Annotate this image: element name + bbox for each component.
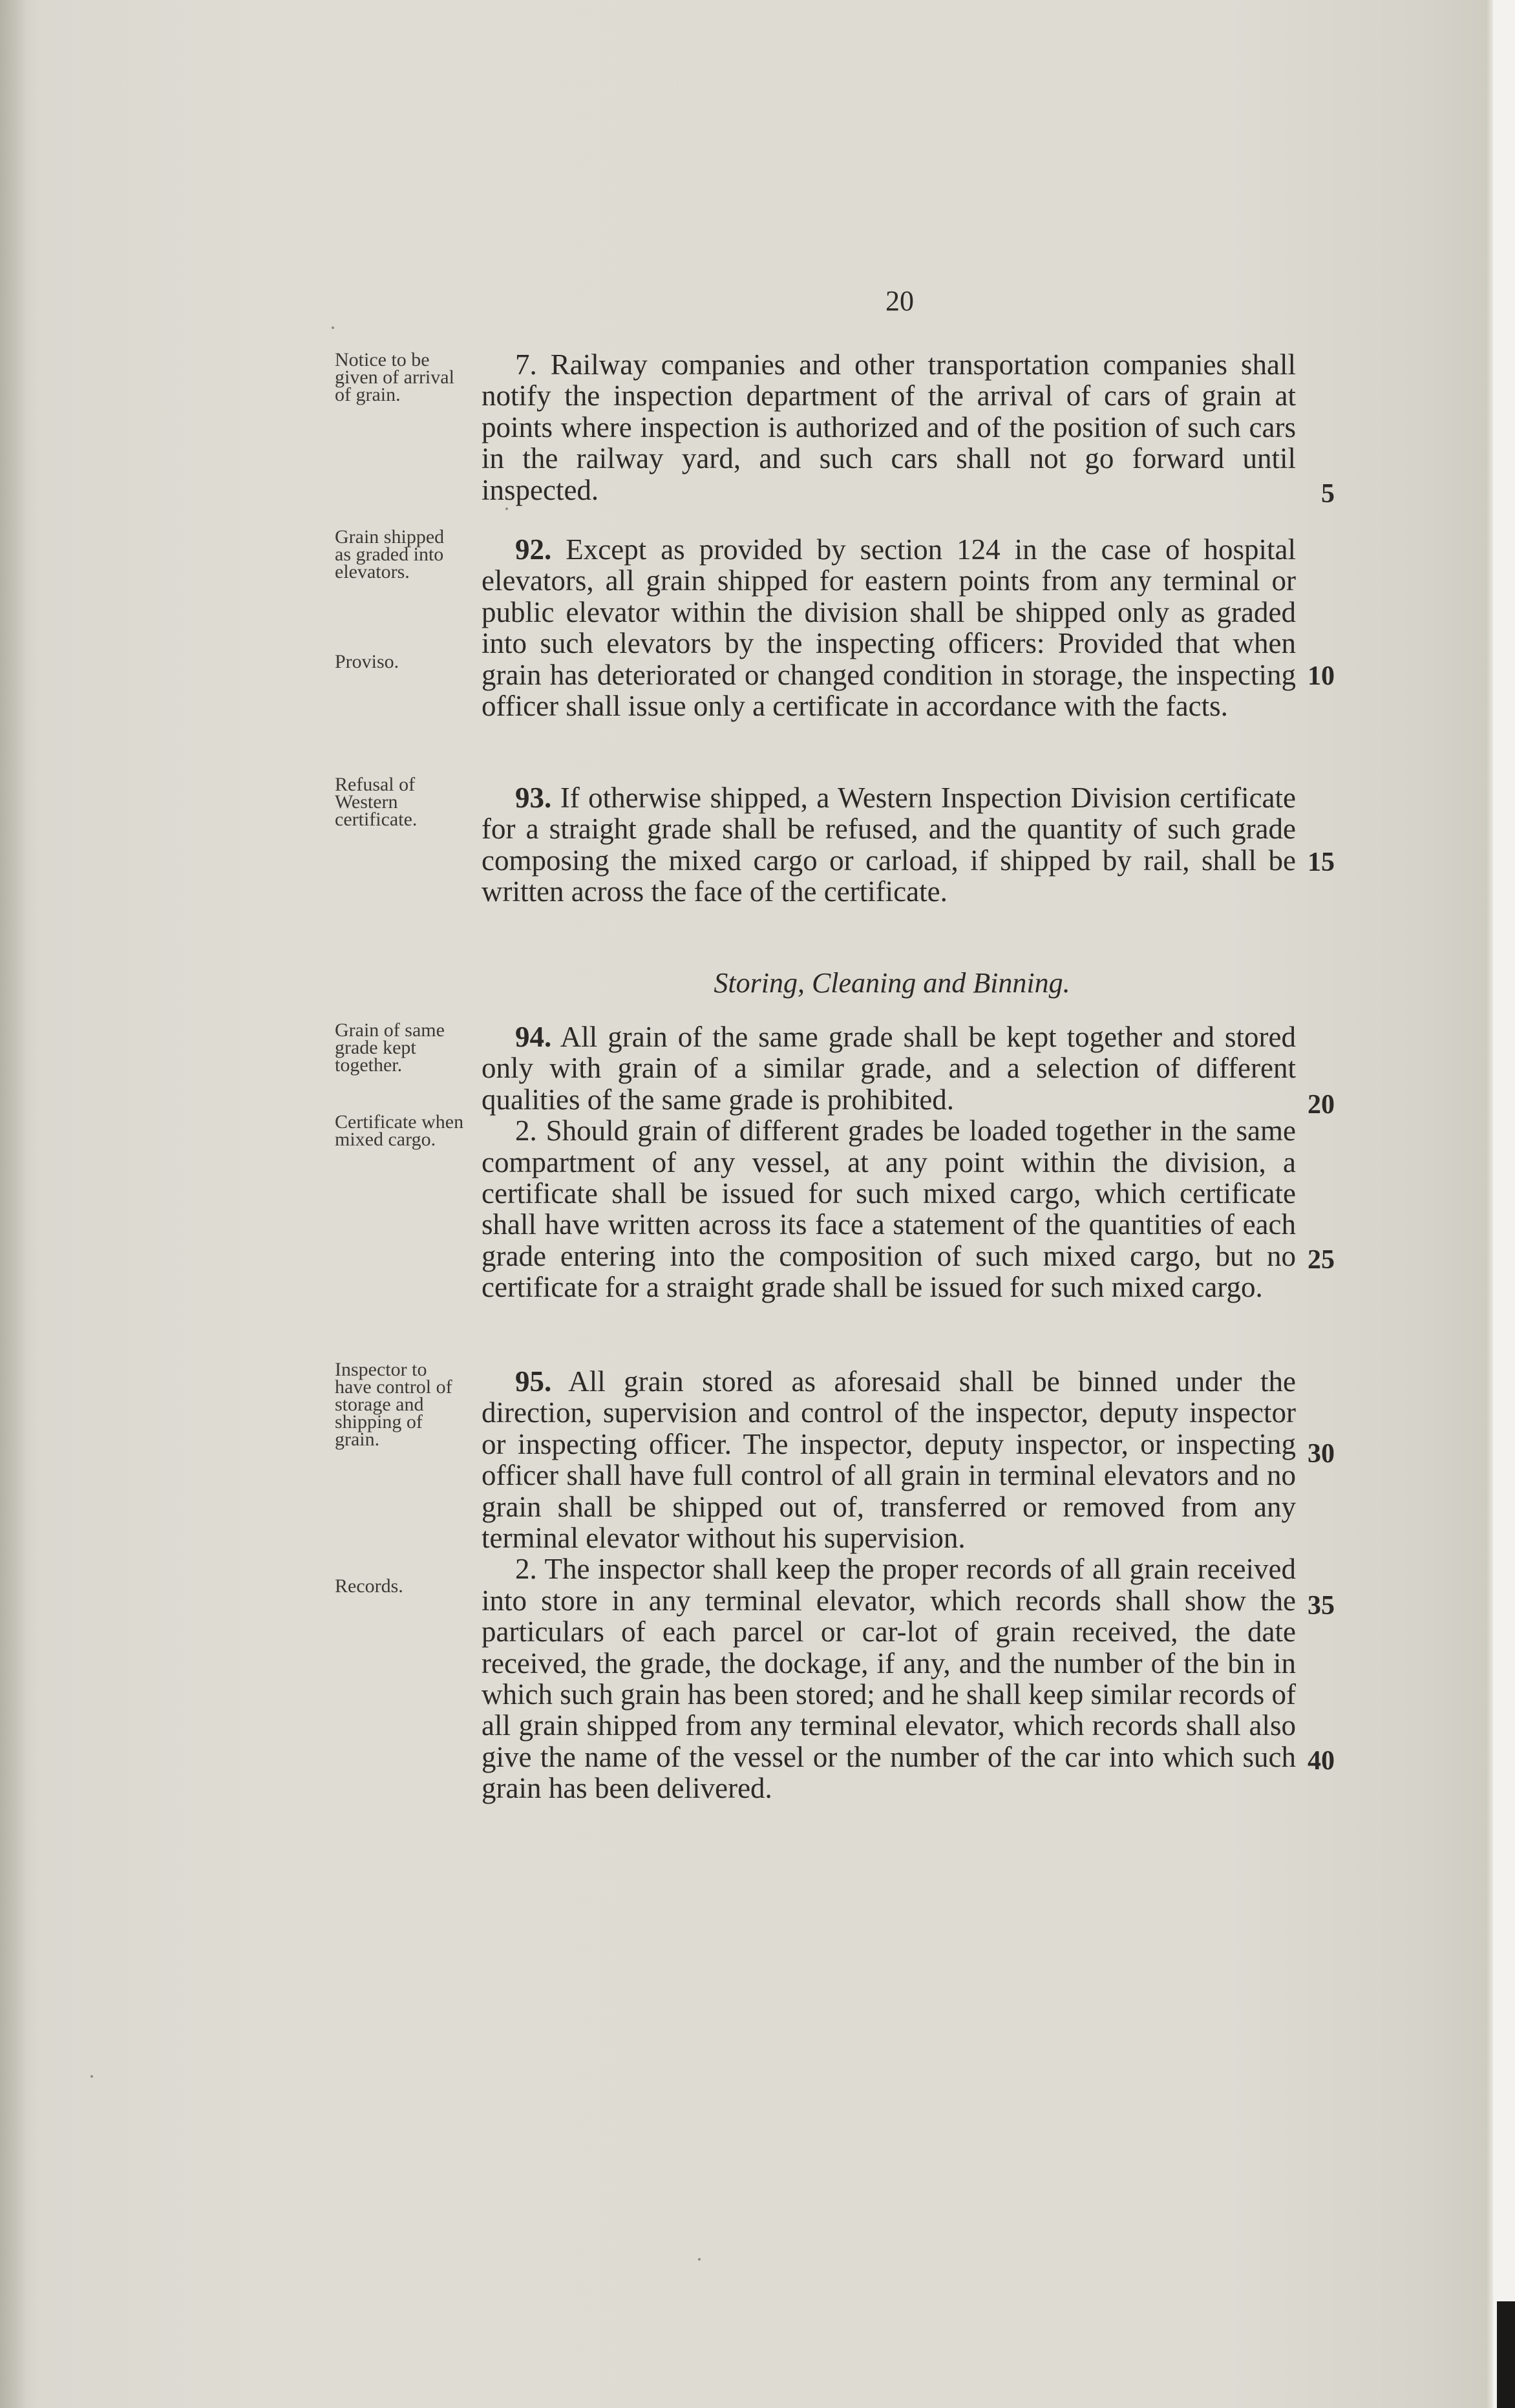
section-93: [482, 782, 1296, 908]
line-number: 35: [1308, 1591, 1335, 1621]
gutter-shadow: [0, 0, 26, 2408]
section-number: 92.: [515, 533, 552, 566]
section-text: If otherwise shipped, a Western Inspection Division certificate for a straight grade shall be refused, and the quantity of such grade composing the mixed cargo or carload, if shipped by rail, shall be written across the face of the certificate.: [482, 782, 1296, 908]
speck: [698, 2258, 701, 2261]
section-text: All grain of the same grade shall be kept together and stored only with grain of a similar grade, and a selection of different qualities of the same grade is prohibited.: [482, 1021, 1296, 1116]
scan-border: [1497, 2301, 1515, 2408]
margin-note-notice: Notice to be given of arrival of grain.: [335, 349, 454, 405]
margin-note-refusal: Refusal of Western certificate.: [335, 774, 418, 830]
page-edge: [1493, 0, 1515, 2408]
line-number: 40: [1308, 1746, 1335, 1776]
line-number: 20: [1308, 1090, 1335, 1120]
paragraph: [482, 534, 1296, 721]
line-number: 30: [1308, 1439, 1335, 1469]
section-text: Except as provided by section 124 in the case of hospital elevators, all grain shipped for eastern points from any terminal or public elevator within the division shall be shipped only as graded into such elevators by the inspecting officers: Provided that when grain has deteriorated or changed condition in storage, the inspecting officer shall issue only a certificate in accordance with the facts.: [482, 533, 1297, 723]
line-number: 10: [1308, 661, 1335, 691]
speck: [332, 326, 334, 329]
section-95: [482, 1366, 1296, 1804]
section-number: 95.: [515, 1365, 552, 1398]
paragraph: 2. Should grain of different grades be loaded together in the same compartment of any vessel, at any point within the division, a certificate shall be issued for such mixed cargo, which certificate shall have written across its face a statement of the quantities of each grade entering into the composition of such mixed cargo, but no certificate for a straight grade shall be issued for such mixed cargo.: [482, 1114, 1296, 1304]
margin-note-same-grade: Grain of same grade kept together.: [335, 1019, 445, 1076]
margin-note-grain-shipped: Grain shipped as graded into elevators.: [335, 526, 445, 582]
margin-note-mixed-cargo: Certificate when mixed cargo.: [335, 1111, 464, 1150]
paragraph: 7. Railway companies and other transportation companies shall notify the inspection department of the arrival of cars of grain at points where inspection is authorized and of the position of such cars in the railway yard, and such cars shall not go forward until inspected.: [482, 348, 1296, 506]
line-number: 5: [1321, 479, 1335, 509]
line-number: 25: [1308, 1245, 1335, 1275]
paragraph: 2. The inspector shall keep the proper records of all grain received into store in any terminal elevator, which records shall show the particulars of each parcel or car-lot of grain received, the date received, the grade, the dockage, if any, and the number of the bin in which such grain has been stored; and he shall keep similar records of all grain shipped from any terminal elevator, which records shall also give the name of the vessel or the number of the car into which such grain has been delivered.: [482, 1553, 1296, 1805]
paragraph: [482, 1366, 1296, 1553]
line-number: 15: [1308, 847, 1335, 877]
section-heading: Storing, Cleaning and Binning.: [714, 967, 1070, 999]
page-number: 20: [885, 285, 914, 317]
section-94: [482, 1021, 1296, 1303]
paragraph: [482, 782, 1296, 908]
margin-note-proviso: Proviso.: [335, 651, 399, 672]
section-number: 94.: [515, 1021, 552, 1053]
section-91-subsection-2: [482, 349, 1296, 506]
speck: [90, 2075, 93, 2078]
section-number: 93.: [515, 782, 552, 814]
paragraph: [482, 1021, 1296, 1115]
speck: [505, 507, 508, 510]
section-text: All grain stored as aforesaid shall be binned under the direction, supervision and control of the inspector, deputy inspector or inspecting officer. The inspector, deputy inspector, or inspecting officer shall have full control of all grain in terminal elevators and no grain shall be shipped out of, transferred or removed from any terminal elevator without his supervision.: [482, 1365, 1296, 1555]
margin-note-records: Records.: [335, 1575, 403, 1597]
section-92: [482, 534, 1296, 721]
margin-note-inspector-control: Inspector to have control of storage and shipping of grain.: [335, 1359, 452, 1450]
